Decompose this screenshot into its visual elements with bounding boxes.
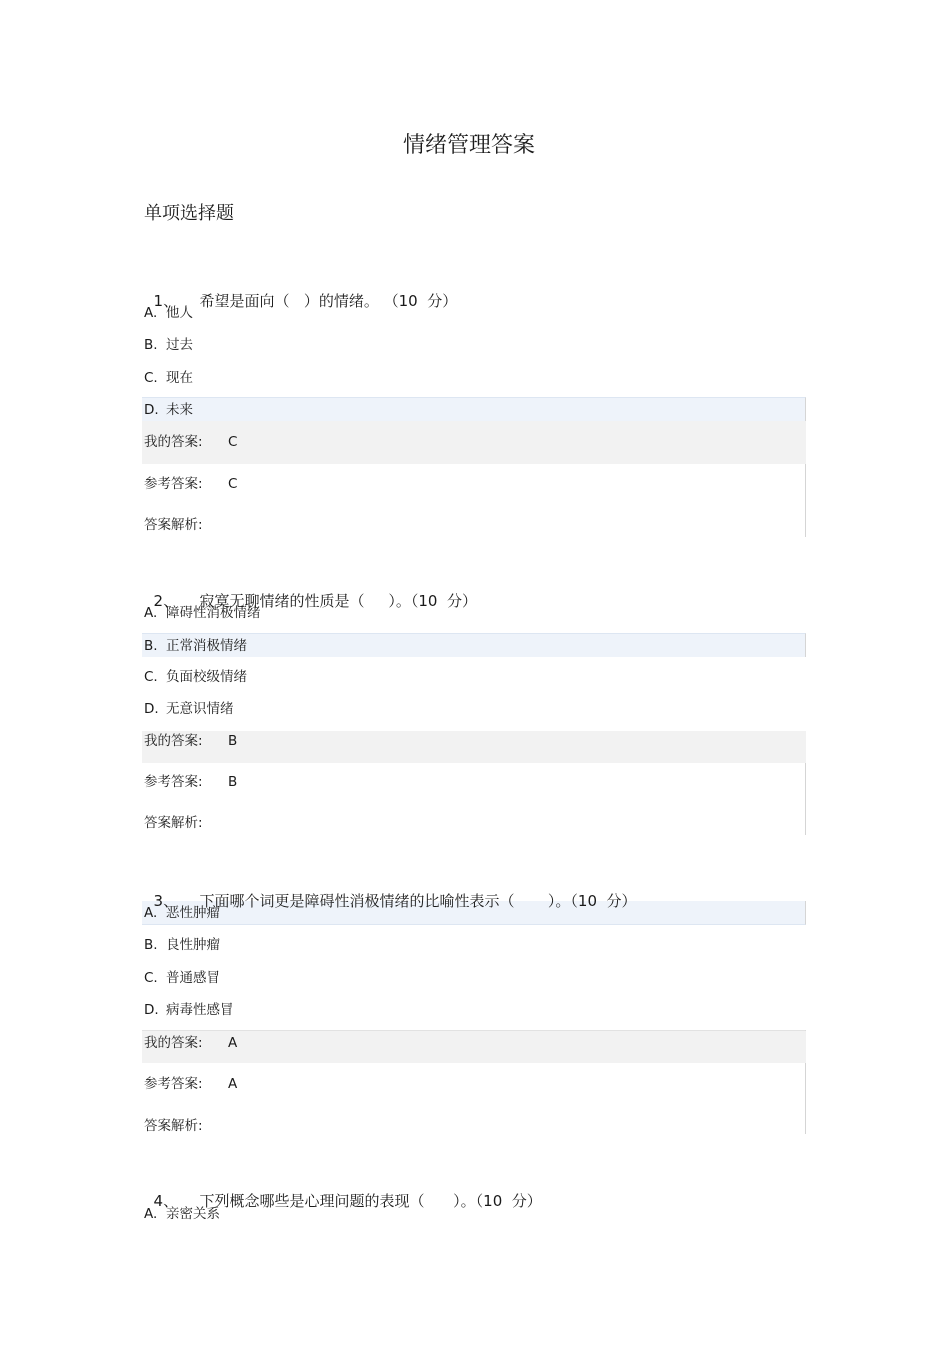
option-letter: B.: [144, 937, 158, 953]
option-a: [144, 904, 220, 922]
analysis-row: [144, 814, 228, 832]
option-letter: A.: [144, 905, 158, 921]
option-b: [144, 936, 220, 954]
option-letter: A.: [144, 605, 158, 621]
my-answer-row: [144, 1034, 237, 1052]
ref-answer-row: [144, 475, 237, 493]
ref-answer-value: A: [228, 1076, 238, 1092]
question-number: 4、: [153, 1192, 179, 1210]
ref-answer-value: C: [228, 476, 238, 492]
option-letter: B.: [144, 638, 158, 654]
option-text: 普通感冒: [166, 970, 220, 986]
option-text: 亲密关系: [166, 1206, 220, 1222]
option-text: 现在: [166, 370, 193, 386]
option-a: [144, 604, 261, 622]
section-heading: 单项选择题: [144, 203, 234, 224]
my-answer-value: B: [228, 733, 238, 749]
option-d: [144, 700, 234, 718]
option-a: [144, 1205, 220, 1223]
my-answer-label: 我的答案:: [144, 1035, 203, 1051]
answer-band: [142, 1031, 806, 1063]
option-letter: D.: [144, 402, 159, 418]
option-d: [144, 1001, 234, 1019]
ref-answer-value: B: [228, 774, 238, 790]
option-letter: B.: [144, 337, 158, 353]
my-answer-value: A: [228, 1035, 238, 1051]
option-letter: D.: [144, 1002, 159, 1018]
answer-band: [142, 731, 806, 763]
answer-band: [142, 421, 806, 464]
option-text: 恶性肿瘤: [166, 905, 220, 921]
analysis-row: [144, 1117, 228, 1135]
question-number: 3、: [153, 892, 179, 910]
option-text: 病毒性感冒: [166, 1002, 234, 1018]
option-text: 未来: [166, 402, 193, 418]
option-letter: D.: [144, 701, 159, 717]
option-b: [144, 336, 193, 354]
question-number: 2、: [153, 592, 179, 610]
option-a: [144, 304, 193, 322]
ref-answer-label: 参考答案:: [144, 476, 203, 492]
question-text: 下列概念哪些是心理问题的表现（ ）。（10 分）: [199, 1192, 542, 1210]
document-title: 情绪管理答案: [402, 133, 535, 158]
analysis-label: 答案解析:: [144, 517, 203, 533]
option-c: [144, 668, 247, 686]
ref-answer-row: [144, 1075, 237, 1093]
analysis-label: 答案解析:: [144, 1118, 203, 1134]
my-answer-value: C: [228, 434, 238, 450]
option-c: [144, 969, 220, 987]
option-text: 良性肿瘤: [166, 937, 220, 953]
option-text: 无意识情绪: [166, 701, 234, 717]
option-letter: A.: [144, 305, 158, 321]
ref-answer-row: [144, 773, 237, 791]
ref-answer-label: 参考答案:: [144, 1076, 203, 1092]
my-answer-row: [144, 433, 237, 451]
option-text: 正常消极情绪: [166, 638, 247, 654]
question-text: 寂寞无聊情绪的性质是（ ）。（10 分）: [199, 592, 478, 610]
answer-box: [142, 1030, 806, 1134]
answer-box: [142, 731, 806, 835]
my-answer-label: 我的答案:: [144, 733, 203, 749]
option-letter: C.: [144, 370, 158, 386]
analysis-label: 答案解析:: [144, 815, 203, 831]
option-letter: A.: [144, 1206, 158, 1222]
option-d: [144, 401, 193, 419]
my-answer-label: 我的答案:: [144, 434, 203, 450]
question-text: 下面哪个词更是障碍性消极情绪的比喻性表示（ ）。（10 分）: [199, 892, 637, 910]
option-highlight: [142, 397, 806, 421]
question-text: 希望是面向（ ）的情绪。 （10 分）: [199, 292, 458, 310]
my-answer-row: [144, 732, 237, 750]
ref-answer-label: 参考答案:: [144, 774, 203, 790]
question-number: 1、: [153, 292, 179, 310]
option-text: 过去: [166, 337, 193, 353]
option-b: [144, 637, 247, 655]
option-text: 他人: [166, 305, 193, 321]
answer-box: [142, 421, 806, 537]
option-letter: C.: [144, 970, 158, 986]
option-c: [144, 369, 193, 387]
analysis-row: [144, 516, 228, 534]
option-text: 负面校级情绪: [166, 669, 247, 685]
option-text: 障碍性消极情绪: [166, 605, 261, 621]
option-letter: C.: [144, 669, 158, 685]
